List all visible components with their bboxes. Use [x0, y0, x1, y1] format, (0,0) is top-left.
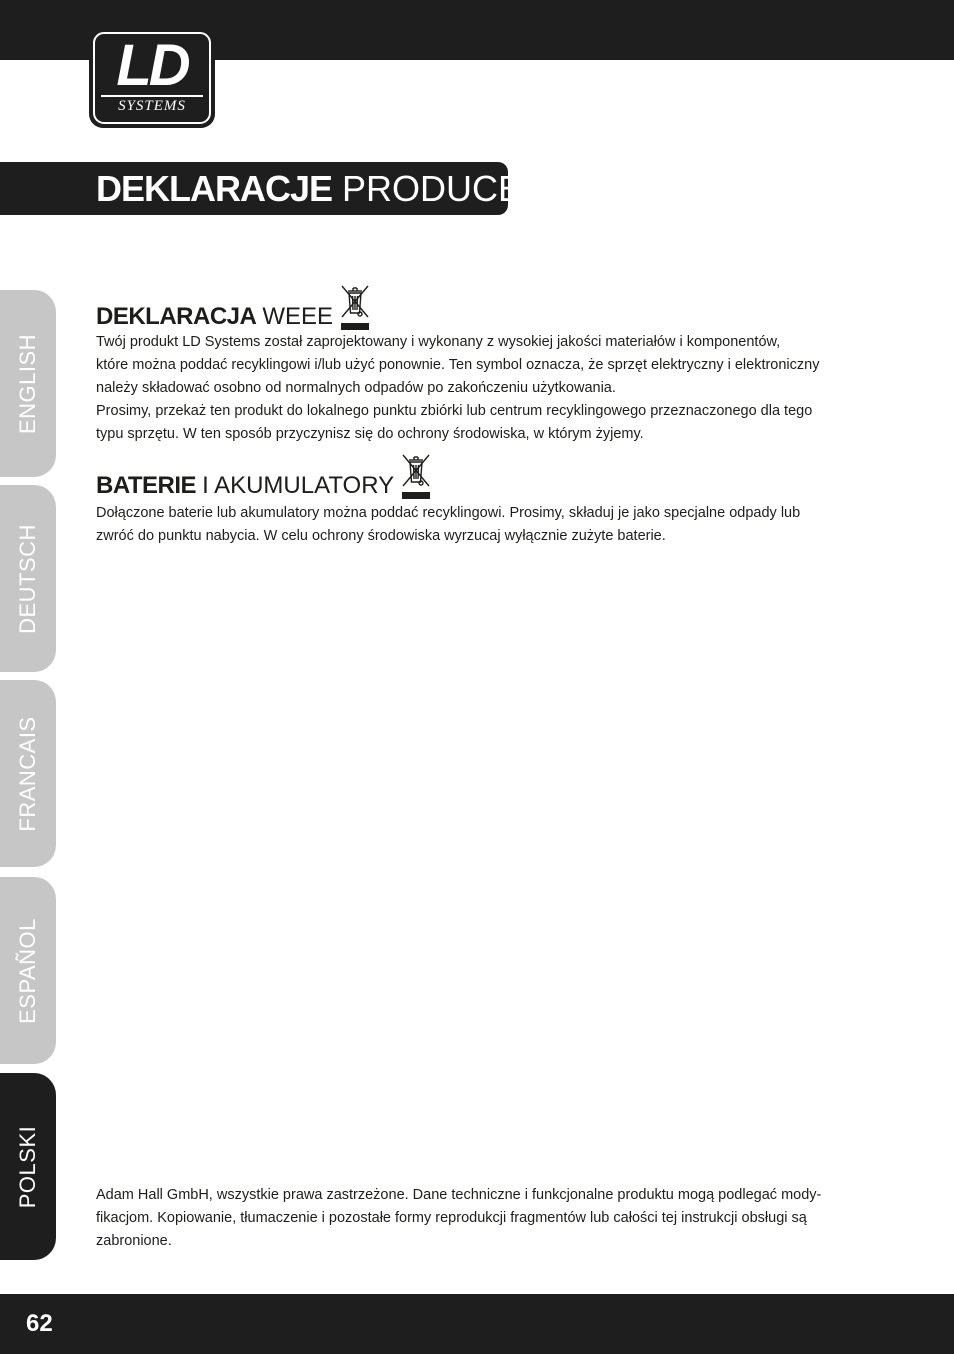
weee-heading-bold: DEKLARACJA [96, 303, 257, 330]
page-title-bold: DEKLARACJE [96, 168, 333, 209]
weee-heading [96, 283, 371, 331]
copyright-line-2: fikacjom. Kopiowanie, tłumaczenie i pozostałe formy reprodukcji fragmentów lub całości tej instrukcji obsługi są [96, 1210, 807, 1226]
copyright-line-1: Adam Hall GmbH, wszystkie prawa zastrzeżone. Dane techniczne i funkcjonalne produktu mogą podlegać mody- [96, 1187, 822, 1203]
crossed-out-wheelie-bin-icon [339, 283, 371, 331]
tab-label-polski: POLSKI [15, 1125, 40, 1208]
copyright-paragraph [96, 1184, 866, 1253]
weee-line-1: Twój produkt LD Systems został zaprojektowany i wykonany z wysokiej jakości materiałów i komponentów, [96, 334, 781, 350]
page-title [96, 166, 601, 212]
tab-english[interactable] [0, 290, 56, 477]
tab-label-english: ENGLISH [15, 333, 40, 434]
logo-main-text: LD [116, 33, 188, 98]
weee-line-4: Prosimy, przekaż ten produkt do lokalnego punktu zbiórki lub centrum recyklingowego przeznaczonego dla tego [96, 403, 813, 419]
tab-polski[interactable] [0, 1073, 56, 1260]
weee-line-5: typu sprzętu. W ten sposób przyczynisz się do ochrony środowiska, w którym żyjemy. [96, 426, 644, 442]
page-number: 62 [26, 1310, 53, 1337]
tab-francais[interactable] [0, 680, 56, 867]
batteries-heading [96, 452, 432, 500]
batteries-heading-light: I AKUMULATORY [202, 472, 395, 499]
tab-label-francais: FRANCAIS [15, 715, 40, 832]
batteries-line-1: Dołączone baterie lub akumulatory można poddać recyklingowi. Prosimy, składuj je jako specjalne odpady lub [96, 505, 801, 521]
weee-line-3: należy składować osobno od normalnych odpadów po zakończeniu użytkowania. [96, 380, 616, 396]
tab-deutsch[interactable] [0, 485, 56, 672]
tab-label-espanol: ESPAÑOL [15, 917, 40, 1024]
ld-systems-logo [89, 28, 215, 128]
footer-bar [0, 1294, 954, 1354]
batteries-line-2: zwróć do punktu nabycia. W celu ochrony środowiska wyrzucaj wyłącznie zużyte baterie. [96, 528, 666, 544]
weee-heading-light: WEEE [262, 303, 334, 330]
crossed-out-wheelie-bin-icon [400, 452, 432, 500]
page-title-light: PRODUCENTA: [342, 168, 602, 209]
batteries-heading-bold: BATERIE [96, 472, 197, 499]
batteries-paragraph [96, 502, 866, 548]
weee-line-2: które można poddać recyklingowi i/lub użyć ponownie. Ten symbol oznacza, że sprzęt elektryczny i elektroniczny [96, 357, 820, 373]
logo-sub-text: SYSTEMS [101, 95, 203, 114]
copyright-line-3: zabronione. [96, 1233, 172, 1249]
logo-frame [93, 32, 211, 124]
weee-paragraph [96, 331, 866, 446]
tab-espanol[interactable] [0, 877, 56, 1064]
tab-label-deutsch: DEUTSCH [15, 523, 40, 634]
